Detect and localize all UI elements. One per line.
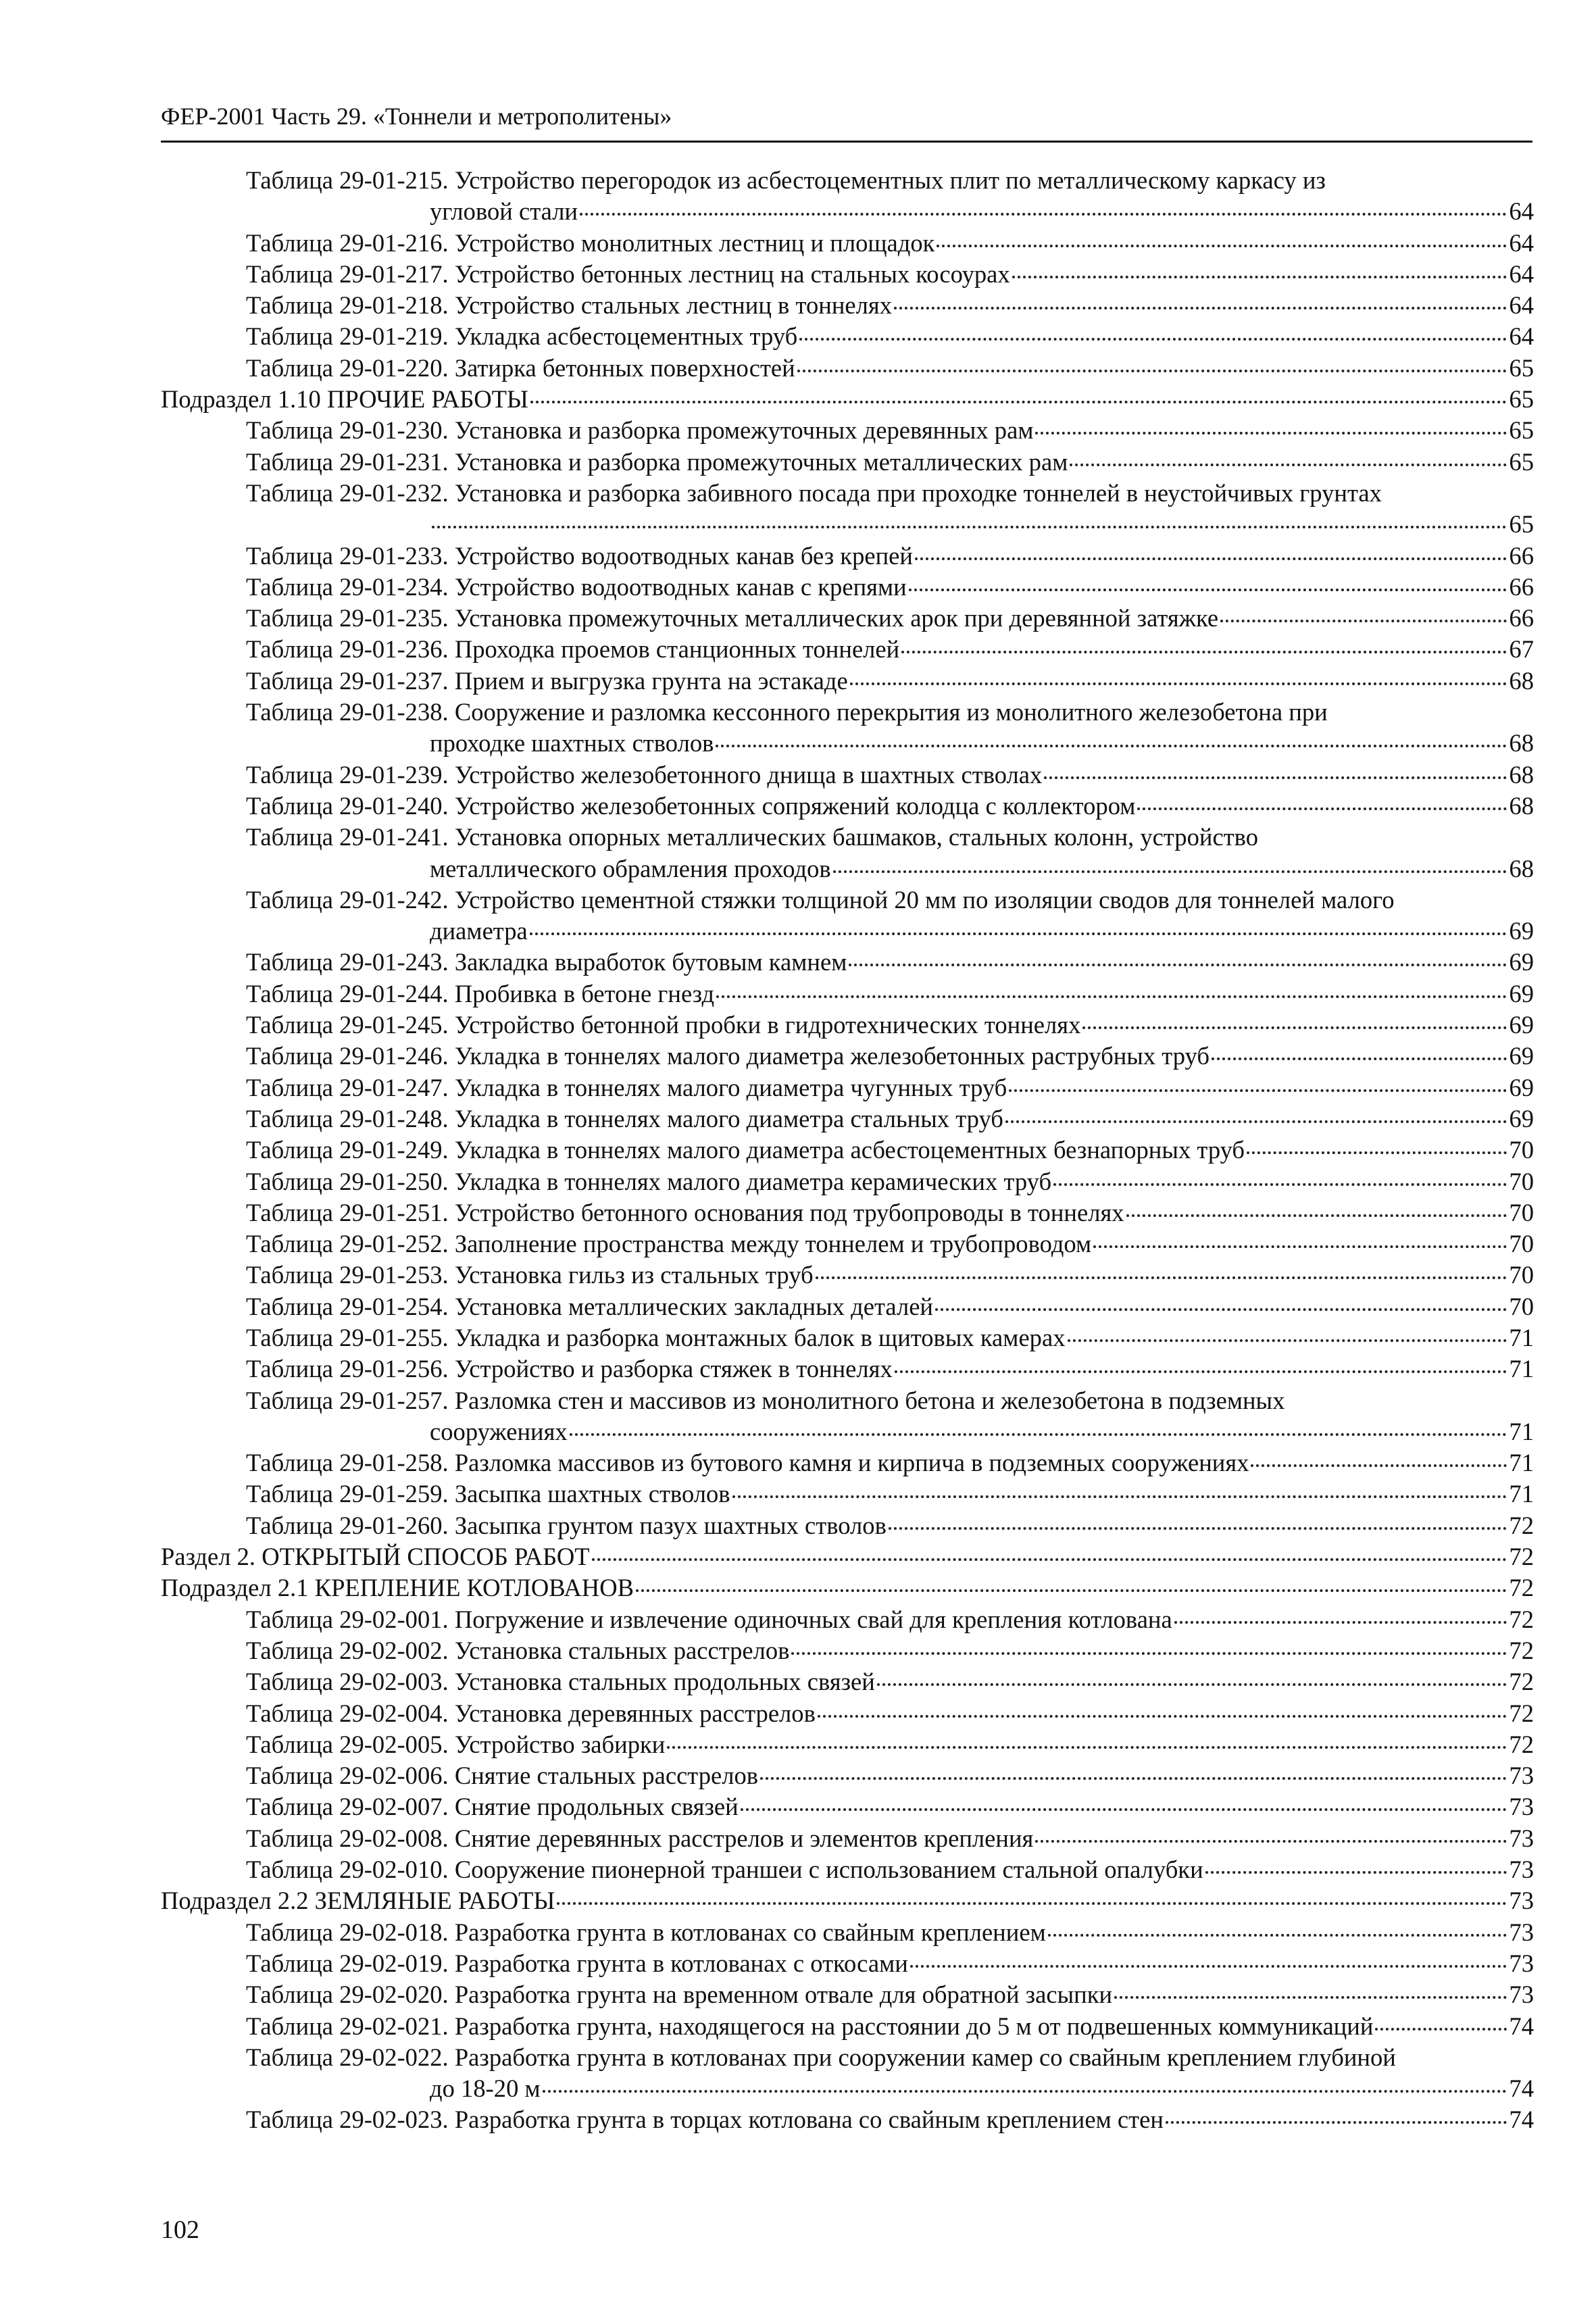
toc-entry-line	[246, 916, 1534, 947]
toc-entry-title: Таблица 29-01-238. Сооружение и разломка кессонного перекрытия из монолитного железобетона при	[246, 698, 1328, 726]
toc-entry-line	[246, 885, 1534, 916]
toc-entry-title: Таблица 29-01-239. Устройство железобетонного днища в шахтных стволах	[246, 760, 1043, 789]
dot-leader	[1005, 1120, 1507, 1123]
toc-table-entry[interactable]	[161, 603, 1534, 634]
toc-entry-line	[161, 384, 1534, 415]
toc-page-number: 73	[1509, 1762, 1534, 1790]
toc-entry-line	[246, 978, 1534, 1010]
toc-page-number: 69	[1509, 979, 1534, 1007]
toc-page-number: 64	[1509, 259, 1534, 288]
dot-leader	[849, 964, 1507, 966]
toc-table-entry[interactable]	[161, 415, 1534, 446]
toc-entry-title: Таблица 29-01-258. Разломка массивов из бутового камня и кирпича в подземных сооружениях	[246, 1449, 1249, 1477]
toc-entry-title: Таблица 29-01-259. Засыпка шахтных стволов	[246, 1480, 730, 1508]
toc-entry-title: до 18-20 м	[430, 2074, 541, 2103]
dot-leader	[799, 338, 1507, 341]
toc-page-number: 73	[1509, 1949, 1534, 1977]
toc-table-entry[interactable]	[161, 1010, 1534, 1041]
toc-entry-title: Таблица 29-02-001. Погружение и извлечение одиночных свай для крепления котлована	[246, 1605, 1172, 1633]
toc-entry-line	[246, 1041, 1534, 1072]
toc-entry-title: Таблица 29-01-219. Укладка асбестоцементных труб	[246, 322, 798, 351]
toc-entry-title: Таблица 29-01-257. Разломка стен и массивов из монолитного бетона и железобетона в подземных	[246, 1386, 1285, 1414]
toc-table-entry[interactable]	[161, 1979, 1534, 2010]
toc-page-number: 64	[1509, 197, 1534, 226]
toc-table-entry[interactable]	[161, 447, 1534, 478]
toc-entry-line	[246, 353, 1534, 384]
dot-leader	[1247, 1151, 1507, 1154]
dot-leader	[716, 745, 1507, 747]
toc-entry-line	[246, 1729, 1534, 1760]
toc-section-entry[interactable]	[161, 384, 1534, 415]
toc-entry-title: Таблица 29-01-253. Установка гильз из стальных труб	[246, 1261, 814, 1289]
toc-page-number: 70	[1509, 1261, 1534, 1289]
toc-entry-title: Таблица 29-01-234. Устройство водоотводных канав с крепями	[246, 572, 907, 601]
toc-table-entry[interactable]	[161, 1260, 1534, 1291]
toc-entry-line	[246, 1948, 1534, 1979]
toc-entry-title: Таблица 29-01-236. Проходка проемов станционных тоннелей	[246, 635, 900, 664]
toc-entry-line	[246, 666, 1534, 697]
toc-table-entry[interactable]	[161, 290, 1534, 321]
dot-leader	[877, 1683, 1507, 1686]
toc-entry-line	[246, 1666, 1534, 1697]
toc-entry-line	[246, 415, 1534, 446]
dot-leader	[1068, 1339, 1507, 1342]
toc-entry-title: Подраздел 2.2 ЗЕМЛЯНЫЕ РАБОТЫ	[161, 1887, 555, 1915]
page-number: 102	[161, 2216, 199, 2244]
toc-entry-line	[246, 634, 1534, 665]
toc-table-entry[interactable]	[161, 1729, 1534, 1760]
toc-page-number: 74	[1509, 2012, 1534, 2040]
dot-leader	[816, 1276, 1507, 1279]
toc-table-entry[interactable]	[161, 1322, 1534, 1353]
toc-entry-title: Таблица 29-01-252. Заполнение пространства между тоннелем и трубопроводом	[246, 1230, 1092, 1258]
toc-page-number: 70	[1509, 1167, 1534, 1195]
toc-page-number: 70	[1509, 1230, 1534, 1258]
toc-table-entry[interactable]	[161, 1353, 1534, 1385]
toc-page-number: 64	[1509, 291, 1534, 320]
dot-leader	[1009, 1089, 1507, 1092]
toc-entry-line	[246, 697, 1534, 728]
toc-table-entry[interactable]	[161, 2104, 1534, 2135]
toc-entry-line	[246, 509, 1534, 540]
toc-table-entry[interactable]	[161, 1385, 1534, 1448]
dot-leader	[818, 1715, 1507, 1718]
dot-leader	[580, 213, 1507, 216]
toc-page-number: 65	[1509, 416, 1534, 445]
toc-page-number: 69	[1509, 1011, 1534, 1039]
toc-entry-title: Таблица 29-01-231. Установка и разборка промежуточных металлических рам	[246, 447, 1068, 476]
dot-leader	[543, 2090, 1507, 2093]
toc-page-number: 72	[1509, 1636, 1534, 1664]
toc-entry-line	[246, 1791, 1534, 1822]
toc-entry-line	[246, 1197, 1534, 1228]
toc-entry-title: проходке шахтных стволов	[430, 729, 714, 757]
dot-leader	[570, 1433, 1507, 1436]
dot-leader	[1044, 776, 1507, 779]
dot-leader	[1082, 1026, 1507, 1029]
toc-entry-title: Раздел 2. ОТКРЫТЫЙ СПОСОБ РАБОТ	[161, 1543, 590, 1571]
toc-entry-line	[246, 853, 1534, 885]
toc-table-entry[interactable]	[161, 666, 1534, 697]
dot-leader	[889, 1527, 1507, 1530]
dot-leader	[910, 1965, 1507, 1968]
toc-page-number: 70	[1509, 1136, 1534, 1164]
dot-leader	[915, 557, 1507, 560]
toc-entry-title: Таблица 29-01-246. Укладка в тоннелях малого диаметра железобетонных раструбных труб	[246, 1042, 1210, 1070]
toc-entry-line	[246, 1353, 1534, 1385]
toc-entry-title: угловой стали	[430, 197, 578, 226]
toc-entry-line	[246, 728, 1534, 759]
toc-table-entry[interactable]	[161, 1666, 1534, 1697]
toc-entry-line	[246, 1135, 1534, 1166]
toc-entry-title: Таблица 29-01-215. Устройство перегородок из асбестоцементных плит по металлическому каркасу из	[246, 166, 1326, 194]
toc-entry-title: Таблица 29-02-003. Установка стальных продольных связей	[246, 1668, 875, 1696]
running-header: ФЕР-2001 Часть 29. «Тоннели и метрополитены»	[161, 103, 672, 130]
toc-entry-title: Таблица 29-01-255. Укладка и разборка монтажных балок в щитовых камерах	[246, 1323, 1066, 1351]
toc-table-entry[interactable]	[161, 478, 1534, 541]
toc-table-entry[interactable]	[161, 1072, 1534, 1103]
toc-table-entry[interactable]	[161, 1698, 1534, 1729]
toc-table-entry[interactable]	[161, 791, 1534, 822]
toc-entry-line	[246, 1447, 1534, 1478]
toc-entry-title: Таблица 29-01-217. Устройство бетонных лестниц на стальных косоурах	[246, 259, 1010, 288]
toc-entry-line	[246, 1604, 1534, 1635]
toc-entry-title: металлического обрамления проходов	[430, 854, 831, 882]
toc-page-number: 69	[1509, 948, 1534, 976]
toc-table-entry[interactable]	[161, 885, 1534, 947]
toc-entry-title: Таблица 29-01-216. Устройство монолитных лестниц и площадок	[246, 228, 935, 257]
toc-entry-line	[246, 2042, 1534, 2073]
toc-page-number: 73	[1509, 1793, 1534, 1821]
toc-entry-line	[246, 2104, 1534, 2135]
toc-entry-title: Таблица 29-02-005. Устройство забирки	[246, 1730, 666, 1758]
toc-page-number: 66	[1509, 541, 1534, 570]
toc-entry-line	[246, 1166, 1534, 1197]
toc-entry-title: Таблица 29-01-230. Установка и разборка промежуточных деревянных рам	[246, 416, 1034, 445]
dot-leader	[667, 1746, 1507, 1749]
toc-page-number: 68	[1509, 854, 1534, 882]
toc-page-number: 65	[1509, 385, 1534, 414]
toc-entry-title: Таблица 29-01-254. Установка металлических закладных деталей	[246, 1292, 934, 1320]
toc-entry-line	[246, 1260, 1534, 1291]
toc-entry-title: Таблица 29-02-018. Разработка грунта в котлованах со свайным креплением	[246, 1918, 1046, 1946]
toc-entry-title: Таблица 29-02-019. Разработка грунта в котлованах с откосами	[246, 1949, 908, 1977]
toc-table-entry[interactable]	[161, 1103, 1534, 1135]
toc-table-entry[interactable]	[161, 541, 1534, 572]
toc-entry-line	[246, 822, 1534, 853]
toc-page-number: 71	[1509, 1417, 1534, 1445]
dot-leader	[1048, 1934, 1507, 1937]
toc-entry-line	[246, 791, 1534, 822]
toc-entry-title: Таблица 29-01-242. Устройство цементной стяжки толщиной 20 мм по изоляции сводов для тоннелей малого	[246, 885, 1395, 914]
toc-table-entry[interactable]	[161, 2011, 1534, 2042]
toc-table-entry[interactable]	[161, 228, 1534, 259]
dot-leader	[1126, 1214, 1507, 1217]
toc-page-number: 73	[1509, 1981, 1534, 2009]
toc-entry-title: Таблица 29-01-250. Укладка в тоннелях малого диаметра керамических труб	[246, 1167, 1052, 1195]
toc-page-number: 71	[1509, 1480, 1534, 1508]
toc-table-entry[interactable]	[161, 1791, 1534, 1822]
toc-entry-title: Таблица 29-02-020. Разработка грунта на временном отвале для обратной засыпки	[246, 1981, 1113, 2009]
dot-leader	[797, 370, 1507, 372]
toc-entry-line	[246, 1698, 1534, 1729]
toc-entry-line	[246, 1979, 1534, 2010]
toc-page-number: 73	[1509, 1918, 1534, 1946]
dot-leader	[432, 526, 1507, 528]
toc-table-entry[interactable]	[161, 947, 1534, 978]
toc-section-entry[interactable]	[161, 1572, 1534, 1603]
toc-entry-title: Таблица 29-02-008. Снятие деревянных расстрелов и элементов крепления	[246, 1824, 1034, 1852]
toc-table-entry[interactable]	[161, 1478, 1534, 1510]
toc-entry-line	[246, 1478, 1534, 1510]
toc-entry-title: Таблица 29-01-248. Укладка в тоннелях малого диаметра стальных труб	[246, 1104, 1003, 1132]
toc-entry-title: Таблица 29-01-235. Установка промежуточных металлических арок при деревянной затяжке	[246, 604, 1219, 632]
toc-table-entry[interactable]	[161, 1635, 1534, 1666]
toc-entry-title: Таблица 29-01-260. Засыпка грунтом пазух шахтных стволов	[246, 1511, 887, 1539]
toc-entry-line	[246, 1228, 1534, 1260]
toc-table-entry[interactable]	[161, 822, 1534, 885]
toc-table-entry[interactable]	[161, 978, 1534, 1010]
toc-page-number: 68	[1509, 760, 1534, 789]
toc-page-number: 70	[1509, 1198, 1534, 1226]
dot-leader	[894, 307, 1507, 309]
toc-entry-line	[246, 165, 1534, 196]
toc-entry-title: Таблица 29-02-002. Установка стальных расстрелов	[246, 1636, 790, 1664]
toc-entry-title: Таблица 29-02-006. Снятие стальных расстрелов	[246, 1762, 759, 1790]
toc-entry-title: Таблица 29-01-241. Установка опорных металлических башмаков, стальных колонн, устройство	[246, 823, 1258, 851]
toc-table-entry[interactable]	[161, 2042, 1534, 2105]
dot-leader	[760, 1777, 1507, 1780]
toc-entry-line	[246, 1072, 1534, 1103]
toc-page-number: 68	[1509, 729, 1534, 757]
toc-table-entry[interactable]	[161, 1823, 1534, 1854]
dot-leader	[1035, 432, 1507, 434]
toc-entry-title: Таблица 29-01-232. Установка и разборка забивного посада при проходке тоннелей в неустойчивых грунтах	[246, 478, 1382, 507]
toc-entry-line	[246, 196, 1534, 227]
dot-leader	[1053, 1183, 1507, 1186]
toc-entry-title: сооружениях	[430, 1417, 568, 1445]
dot-leader	[833, 870, 1507, 873]
toc-page-number: 74	[1509, 2106, 1534, 2134]
toc-page-number: 69	[1509, 917, 1534, 945]
dot-leader	[1375, 2028, 1507, 2031]
toc-page-number: 73	[1509, 1887, 1534, 1915]
dot-leader	[1166, 2121, 1507, 2124]
toc-entry-line	[246, 1510, 1534, 1541]
toc-entry-title: Таблица 29-01-251. Устройство бетонного основания под трубопроводы в тоннелях	[246, 1198, 1124, 1226]
toc-table-entry[interactable]	[161, 259, 1534, 290]
toc-page-number: 71	[1509, 1355, 1534, 1383]
toc-page-number: 71	[1509, 1449, 1534, 1477]
toc-entry-line	[246, 603, 1534, 634]
toc-table-entry[interactable]	[161, 1854, 1534, 1885]
dot-leader	[1070, 464, 1507, 466]
toc-page-number: 69	[1509, 1104, 1534, 1132]
toc-table-entry[interactable]	[161, 697, 1534, 760]
toc-entry-line	[246, 228, 1534, 259]
toc-page-number: 73	[1509, 1856, 1534, 1884]
dot-leader	[1212, 1057, 1507, 1060]
toc-entry-line	[246, 321, 1534, 352]
toc-entry-line	[246, 2011, 1534, 2042]
toc-entry-line	[246, 447, 1534, 478]
toc-page-number: 65	[1509, 510, 1534, 539]
toc-table-entry[interactable]	[161, 353, 1534, 384]
toc-page-number: 72	[1509, 1605, 1534, 1633]
toc-entry-title: Таблица 29-02-021. Разработка грунта, находящегося на расстоянии до 5 м от подвешенных коммуникаций	[246, 2012, 1374, 2040]
toc-entry-title: Таблица 29-01-243. Закладка выработок бутовым камнем	[246, 948, 847, 976]
toc-section-entry[interactable]	[161, 1541, 1534, 1572]
toc-table-entry[interactable]	[161, 1041, 1534, 1072]
toc-table-entry[interactable]	[161, 634, 1534, 665]
header-rule	[161, 141, 1532, 143]
toc-entry-title: Таблица 29-02-007. Снятие продольных связей	[246, 1793, 739, 1821]
toc-entry-line	[246, 760, 1534, 791]
toc-entry-title: Таблица 29-01-256. Устройство и разборка стяжек в тоннелях	[246, 1355, 893, 1383]
toc-entry-line	[246, 1854, 1534, 1885]
toc-entry-title: Таблица 29-01-247. Укладка в тоннелях малого диаметра чугунных труб	[246, 1073, 1007, 1101]
toc-table-entry[interactable]	[161, 1166, 1534, 1197]
toc-page-number: 67	[1509, 635, 1534, 664]
dot-leader	[895, 1370, 1507, 1373]
toc-entry-line	[246, 947, 1534, 978]
toc-table-entry[interactable]	[161, 760, 1534, 791]
toc-entry-line	[246, 478, 1534, 509]
toc-entry-line	[246, 2073, 1534, 2104]
toc-table-entry[interactable]	[161, 165, 1534, 228]
toc-page-number: 72	[1509, 1574, 1534, 1602]
toc-entry-line	[161, 1541, 1534, 1572]
toc-entry-title: Таблица 29-02-023. Разработка грунта в торцах котлована со свайным креплением стен	[246, 2106, 1164, 2134]
toc-page-number: 66	[1509, 572, 1534, 601]
toc-page-number: 74	[1509, 2074, 1534, 2103]
toc-page-number: 72	[1509, 1511, 1534, 1539]
toc-page-number: 73	[1509, 1824, 1534, 1852]
toc-entry-line	[246, 1917, 1534, 1948]
toc-page-number: 64	[1509, 228, 1534, 257]
dot-leader	[1220, 620, 1507, 622]
toc-table-entry[interactable]	[161, 1228, 1534, 1260]
toc-entry-title: Таблица 29-02-004. Установка деревянных расстрелов	[246, 1699, 816, 1727]
toc-table-entry[interactable]	[161, 1604, 1534, 1635]
toc-entry-line	[161, 1572, 1534, 1603]
toc-entry-line	[161, 1885, 1534, 1916]
toc-entry-title: Таблица 29-01-220. Затирка бетонных поверхностей	[246, 353, 795, 382]
dot-leader	[741, 1808, 1507, 1811]
toc-entry-line	[246, 572, 1534, 603]
toc-table-entry[interactable]	[161, 1447, 1534, 1478]
toc-entry-title: Таблица 29-01-249. Укладка в тоннелях малого диаметра асбестоцементных безнапорных труб	[246, 1136, 1245, 1164]
toc-entry-line	[246, 1635, 1534, 1666]
dot-leader	[1174, 1621, 1507, 1624]
toc-page-number: 70	[1509, 1292, 1534, 1320]
toc-entry-line	[246, 1322, 1534, 1353]
toc-entry-line	[246, 1823, 1534, 1854]
toc-entry-line	[246, 1760, 1534, 1791]
dot-leader	[937, 245, 1507, 247]
toc-page-number: 65	[1509, 447, 1534, 476]
toc-entry-title: Таблица 29-01-237. Прием и выгрузка грунта на эстакаде	[246, 666, 848, 695]
dot-leader	[901, 651, 1507, 653]
toc-entry-title: Таблица 29-01-218. Устройство стальных лестниц в тоннелях	[246, 291, 893, 320]
toc-page-number: 71	[1509, 1323, 1534, 1351]
toc-section-entry[interactable]	[161, 1885, 1534, 1916]
toc-entry-title: Таблица 29-01-240. Устройство железобетонных сопряжений колодца с коллектором	[246, 791, 1136, 820]
dot-leader	[530, 932, 1507, 935]
dot-leader	[592, 1558, 1507, 1561]
toc-entry-line	[246, 1416, 1534, 1447]
dot-leader	[1137, 807, 1507, 810]
toc-page-number: 72	[1509, 1543, 1534, 1571]
dot-leader	[716, 995, 1507, 998]
toc-table-entry[interactable]	[161, 321, 1534, 352]
dot-leader	[1012, 276, 1507, 278]
dot-leader	[850, 682, 1507, 685]
toc-table-entry[interactable]	[161, 1135, 1534, 1166]
table-of-contents	[161, 165, 1534, 2136]
toc-table-entry[interactable]	[161, 1510, 1534, 1541]
toc-page-number: 68	[1509, 666, 1534, 695]
toc-table-entry[interactable]	[161, 572, 1534, 603]
dot-leader	[1114, 1996, 1507, 1999]
toc-entry-line	[246, 259, 1534, 290]
toc-entry-title: Таблица 29-01-245. Устройство бетонной пробки в гидротехнических тоннелях	[246, 1011, 1081, 1039]
toc-table-entry[interactable]	[161, 1948, 1534, 1979]
toc-entry-line	[246, 1103, 1534, 1135]
toc-table-entry[interactable]	[161, 1917, 1534, 1948]
dot-leader	[1035, 1840, 1507, 1843]
dot-leader	[557, 1902, 1507, 1905]
dot-leader	[791, 1652, 1507, 1655]
toc-page-number: 68	[1509, 791, 1534, 820]
toc-page-number: 64	[1509, 322, 1534, 351]
dot-leader	[935, 1308, 1507, 1311]
dot-leader	[1251, 1464, 1507, 1467]
dot-leader	[1093, 1245, 1507, 1248]
dot-leader	[636, 1589, 1507, 1592]
toc-table-entry[interactable]	[161, 1291, 1534, 1322]
toc-table-entry[interactable]	[161, 1197, 1534, 1228]
dot-leader	[732, 1495, 1507, 1498]
toc-page-number: 69	[1509, 1073, 1534, 1101]
toc-entry-line	[246, 1385, 1534, 1416]
toc-entry-line	[246, 541, 1534, 572]
toc-entry-line	[246, 1010, 1534, 1041]
toc-page-number: 72	[1509, 1668, 1534, 1696]
toc-table-entry[interactable]	[161, 1760, 1534, 1791]
toc-entry-title: Таблица 29-02-010. Сооружение пионерной траншеи с использованием стальной опалубки	[246, 1856, 1203, 1884]
toc-entry-title: Таблица 29-02-022. Разработка грунта в котлованах при сооружении камер со свайным креплением глубиной	[246, 2043, 1396, 2071]
toc-entry-title: Подраздел 1.10 ПРОЧИЕ РАБОТЫ	[161, 385, 528, 414]
toc-entry-line	[246, 290, 1534, 321]
toc-page-number: 66	[1509, 604, 1534, 632]
toc-entry-title: Таблица 29-01-244. Пробивка в бетоне гнезд	[246, 979, 715, 1007]
toc-page-number: 65	[1509, 353, 1534, 382]
toc-entry-line	[246, 1291, 1534, 1322]
toc-entry-title: Таблица 29-01-233. Устройство водоотводных канав без крепей	[246, 541, 913, 570]
toc-page-number: 72	[1509, 1699, 1534, 1727]
toc-page-number: 72	[1509, 1730, 1534, 1758]
dot-leader	[530, 401, 1507, 403]
toc-entry-title: Подраздел 2.1 КРЕПЛЕНИЕ КОТЛОВАНОВ	[161, 1574, 634, 1602]
toc-entry-title: диаметра	[430, 917, 528, 945]
dot-leader	[1205, 1871, 1507, 1874]
toc-page-number: 69	[1509, 1042, 1534, 1070]
dot-leader	[909, 589, 1507, 591]
